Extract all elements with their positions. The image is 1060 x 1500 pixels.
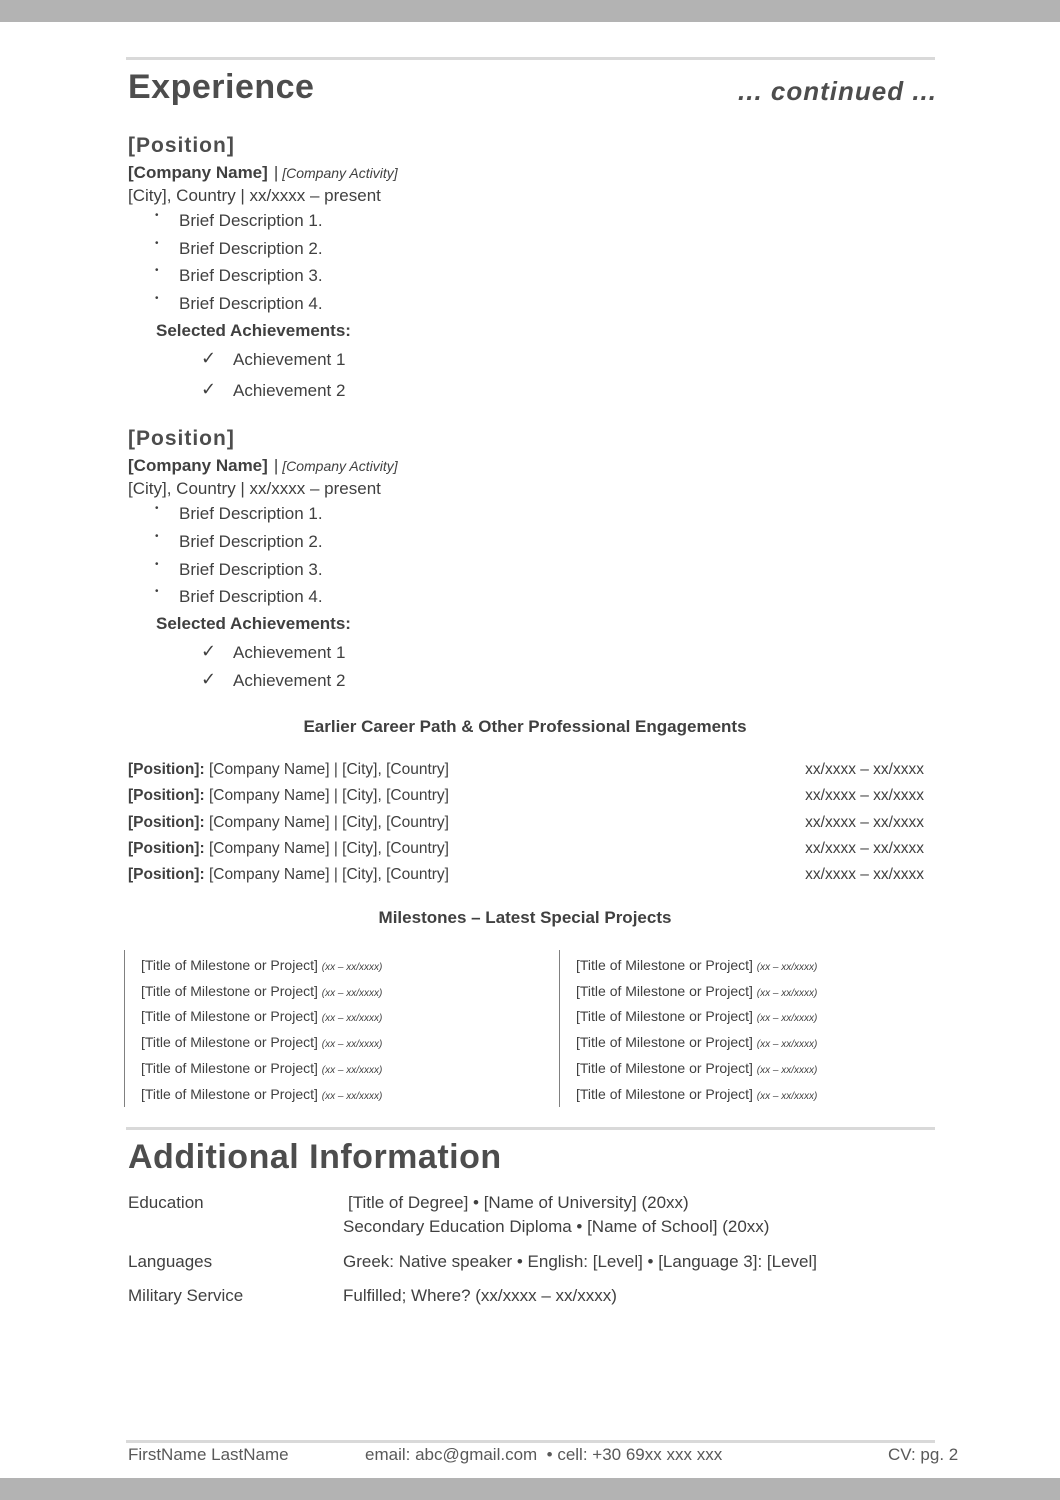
job-position: [Position] (128, 427, 235, 450)
career-heading: Earlier Career Path & Other Professional Engagements (303, 717, 747, 736)
job-description: • Brief Description 4. (155, 586, 323, 606)
bullet-icon: • (155, 531, 159, 542)
milestone-item: [Title of Milestone or Project] (xx – xx/xxxx) (576, 983, 818, 999)
education-label: Education (128, 1193, 204, 1212)
achievement-item: ✓ Achievement 1 (201, 641, 346, 662)
experience-title: Experience (128, 68, 315, 106)
milestone-item: [Title of Milestone or Project] (xx – xx/xxxx) (141, 983, 383, 999)
milestone-item: [Title of Milestone or Project] (xx – xx/xxxx) (576, 1034, 818, 1050)
continued-label: ... continued ... (738, 76, 937, 106)
career-row: [Position]: [Company Name] | [City], [Country] (128, 840, 449, 857)
milestones-heading: Milestones – Latest Special Projects (378, 908, 672, 927)
job-description: • Brief Description 3. (155, 559, 323, 579)
job-company: [Company Name] (128, 163, 268, 182)
career-dates: xx/xxxx – xx/xxxx (805, 787, 924, 804)
job-description: • Brief Description 1. (155, 210, 323, 230)
milestone-item: [Title of Milestone or Project] (xx – xx/xxxx) (576, 1086, 818, 1102)
career-dates: xx/xxxx – xx/xxxx (805, 840, 924, 857)
military-label: Military Service (128, 1286, 244, 1305)
education-secondary: Secondary Education Diploma • [Name of School] (20xx) (343, 1217, 770, 1236)
job-company: [Company Name] (128, 456, 268, 475)
checkmark-icon: ✓ (201, 669, 217, 689)
job-description: • Brief Description 2. (155, 238, 323, 258)
milestone-item: [Title of Milestone or Project] (xx – xx/xxxx) (141, 1086, 383, 1102)
job-description: • Brief Description 3. (155, 265, 323, 285)
milestone-item: [Title of Milestone or Project] (xx – xx/xxxx) (141, 1060, 383, 1076)
achievements-heading: Selected Achievements: (156, 614, 351, 633)
languages-value: Greek: Native speaker • English: [Level] • [Language 3]: [Level] (343, 1252, 818, 1271)
section-divider (126, 57, 935, 60)
bottom-band (0, 1478, 1060, 1500)
military-value: Fulfilled; Where? (xx/xxxx – xx/xxxx) (343, 1286, 617, 1305)
bullet-icon: • (155, 238, 159, 249)
job-position: [Position] (128, 134, 235, 157)
achievement-item: ✓ Achievement 1 (201, 348, 346, 369)
milestone-item: [Title of Milestone or Project] (xx – xx/xxxx) (141, 1008, 383, 1024)
bullet-icon: • (155, 503, 159, 514)
separator: | (273, 163, 279, 182)
checkmark-icon: ✓ (201, 348, 217, 368)
milestone-item: [Title of Milestone or Project] (xx – xx/xxxx) (141, 1034, 383, 1050)
education-degree: [Title of Degree] • [Name of University] (20xx) (348, 1193, 689, 1212)
additional-title: Additional Information (128, 1138, 502, 1176)
bullet-icon: • (155, 293, 159, 304)
checkmark-icon: ✓ (201, 379, 217, 399)
section-divider (126, 1127, 935, 1130)
career-row: [Position]: [Company Name] | [City], [Country] (128, 787, 449, 804)
bullet-icon: • (155, 559, 159, 570)
separator: | (273, 456, 279, 475)
job-description: • Brief Description 2. (155, 531, 323, 551)
career-row: [Position]: [Company Name] | [City], [Country] (128, 814, 449, 831)
bullet-icon: • (155, 586, 159, 597)
footer-page-number: CV: pg. 2 (888, 1445, 959, 1464)
footer-name: FirstName LastName (128, 1445, 289, 1464)
job-description: • Brief Description 1. (155, 503, 323, 523)
career-dates: xx/xxxx – xx/xxxx (805, 761, 924, 778)
job-location: [City], Country | xx/xxxx – present (128, 186, 381, 205)
top-band (0, 0, 1060, 22)
achievement-item: ✓ Achievement 2 (201, 669, 346, 690)
milestone-item: [Title of Milestone or Project] (xx – xx/xxxx) (576, 1060, 818, 1076)
languages-label: Languages (128, 1252, 213, 1271)
job-location: [City], Country | xx/xxxx – present (128, 479, 381, 498)
achievement-item: ✓ Achievement 2 (201, 379, 346, 400)
column-divider (559, 950, 560, 1107)
career-dates: xx/xxxx – xx/xxxx (805, 866, 924, 883)
milestone-item: [Title of Milestone or Project] (xx – xx/xxxx) (576, 957, 818, 973)
milestone-item: [Title of Milestone or Project] (xx – xx/xxxx) (141, 957, 383, 973)
achievements-heading: Selected Achievements: (156, 321, 351, 340)
footer-contact: email: abc@gmail.com • cell: +30 69xx xxx xxx (365, 1445, 723, 1464)
job-company-line (128, 163, 398, 183)
bullet-icon: • (155, 210, 159, 221)
milestone-item: [Title of Milestone or Project] (xx – xx/xxxx) (576, 1008, 818, 1024)
career-row: [Position]: [Company Name] | [City], [Country] (128, 761, 449, 778)
checkmark-icon: ✓ (201, 641, 217, 661)
job-company-line (128, 456, 398, 476)
footer-divider (126, 1440, 935, 1443)
job-activity: [Company Activity] (282, 165, 398, 181)
bullet-icon: • (155, 265, 159, 276)
column-divider (124, 950, 125, 1107)
job-activity: [Company Activity] (282, 458, 398, 474)
career-row: [Position]: [Company Name] | [City], [Country] (128, 866, 449, 883)
career-dates: xx/xxxx – xx/xxxx (805, 814, 924, 831)
job-description: • Brief Description 4. (155, 293, 323, 313)
